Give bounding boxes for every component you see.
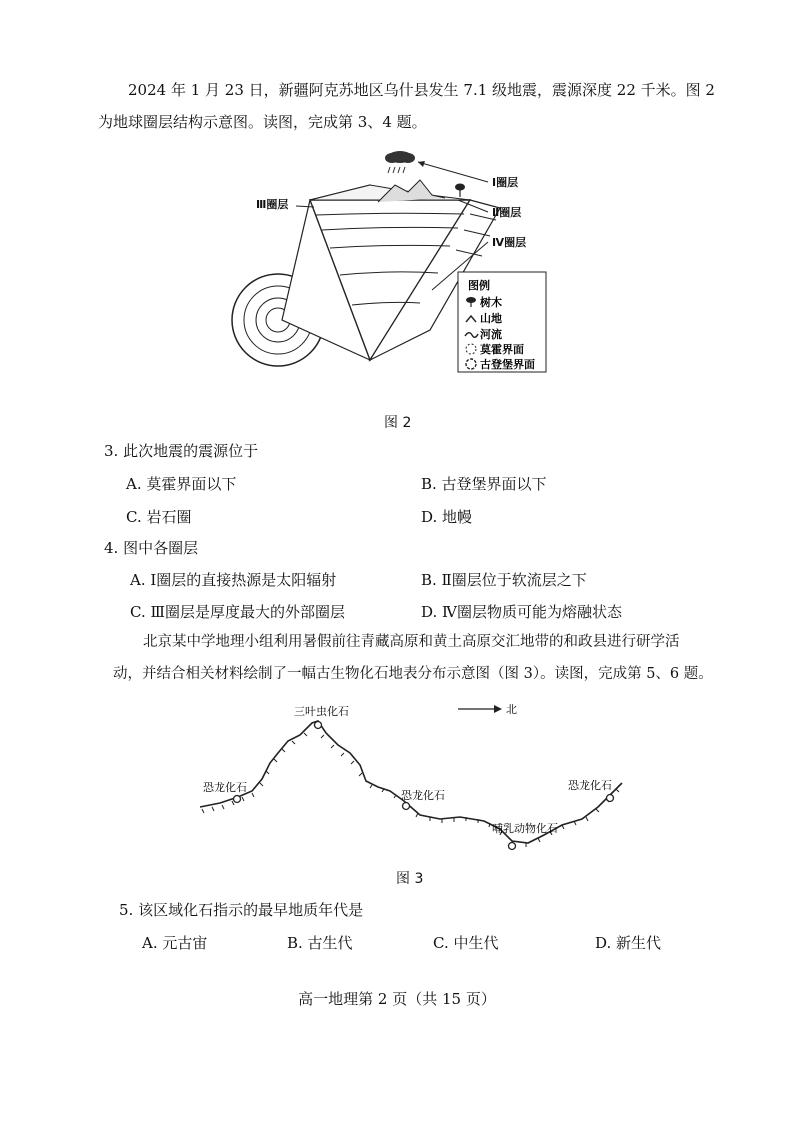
tree-icon bbox=[455, 184, 465, 198]
intro2-line-2: 动，并结合相关材料绘制了一幅古生物化石地表分布示意图（图 3）。读图，完成第 5、6 题。 bbox=[113, 666, 713, 682]
question-3-option-d[interactable]: D. 地幔 bbox=[421, 508, 473, 526]
question-5-stem: 5. 该区域化石指示的最早地质年代是 bbox=[119, 901, 364, 919]
fossil-marker-trilobite bbox=[315, 722, 322, 729]
legend-title: 图例 bbox=[468, 279, 490, 292]
question-4-option-b[interactable]: B. Ⅱ圈层位于软流层之下 bbox=[421, 571, 587, 589]
legend-box bbox=[458, 272, 546, 372]
figure-2-caption: 图 2 bbox=[384, 415, 412, 431]
question-3-option-a[interactable]: A. 莫霍界面以下 bbox=[126, 475, 237, 493]
label-dino-left: 恐龙化石 bbox=[203, 781, 247, 794]
question-4-option-c[interactable]: C. Ⅲ圈层是厚度最大的外部圈层 bbox=[130, 603, 345, 621]
legend-moho-label: 莫霍界面 bbox=[480, 343, 524, 356]
legend-river-label: 河流 bbox=[480, 328, 502, 341]
label-sphere-I: Ⅰ圈层 bbox=[492, 176, 519, 189]
question-4-option-a[interactable]: A. Ⅰ圈层的直接热源是太阳辐射 bbox=[130, 571, 337, 589]
question-5-option-b[interactable]: B. 古生代 bbox=[287, 934, 353, 952]
intro2-line-1: 北京某中学地理小组利用暑假前往青藏高原和黄土高原交汇地带的和政县进行研学活 bbox=[143, 634, 680, 650]
legend-mountain-label: 山地 bbox=[480, 312, 502, 325]
label-mammal: 哺乳动物化石 bbox=[492, 822, 558, 835]
figure-2-earth-spheres bbox=[220, 140, 560, 380]
fossil-marker-dino-right bbox=[607, 795, 614, 802]
label-trilobite: 三叶虫化石 bbox=[294, 705, 349, 718]
label-dino-right: 恐龙化石 bbox=[568, 779, 612, 792]
terrain-profile-line bbox=[200, 721, 622, 843]
page-footer: 高一地理第 2 页（共 15 页） bbox=[298, 990, 496, 1008]
question-4-stem: 4. 图中各圈层 bbox=[104, 539, 199, 557]
intro-line-2: 为地球圈层结构示意图。读图，完成第 3、4 题。 bbox=[98, 113, 427, 131]
legend-gutenberg-label: 古登堡界面 bbox=[480, 358, 535, 371]
question-5-option-a[interactable]: A. 元古宙 bbox=[142, 934, 208, 952]
question-3-option-b[interactable]: B. 古登堡界面以下 bbox=[421, 475, 547, 493]
fossil-marker-mammal bbox=[509, 843, 516, 850]
question-5-option-d[interactable]: D. 新生代 bbox=[595, 934, 662, 952]
figure-3-fossil-profile bbox=[190, 695, 640, 855]
cloud-icon bbox=[385, 151, 415, 173]
fossil-marker-dino-left bbox=[234, 796, 241, 803]
label-sphere-IV: Ⅳ圈层 bbox=[492, 236, 527, 249]
question-3-option-c[interactable]: C. 岩石圈 bbox=[126, 508, 192, 526]
legend-tree-label: 树木 bbox=[480, 296, 502, 309]
intro-line-1: 2024 年 1 月 23 日，新疆阿克苏地区乌什县发生 7.1 级地震，震源深度 22 千米。图 2 bbox=[128, 81, 715, 99]
north-label: 北 bbox=[506, 703, 517, 716]
label-sphere-II: Ⅱ圈层 bbox=[492, 206, 522, 219]
label-sphere-III: Ⅲ圈层 bbox=[256, 198, 289, 211]
question-3-stem: 3. 此次地震的震源位于 bbox=[104, 442, 259, 460]
question-4-option-d[interactable]: D. Ⅳ圈层物质可能为熔融状态 bbox=[421, 603, 623, 621]
label-dino-mid: 恐龙化石 bbox=[401, 789, 445, 802]
question-5-option-c[interactable]: C. 中生代 bbox=[433, 934, 499, 952]
north-arrow-icon bbox=[458, 705, 502, 713]
fossil-marker-dino-mid bbox=[403, 803, 410, 810]
figure-3-caption: 图 3 bbox=[396, 871, 424, 887]
